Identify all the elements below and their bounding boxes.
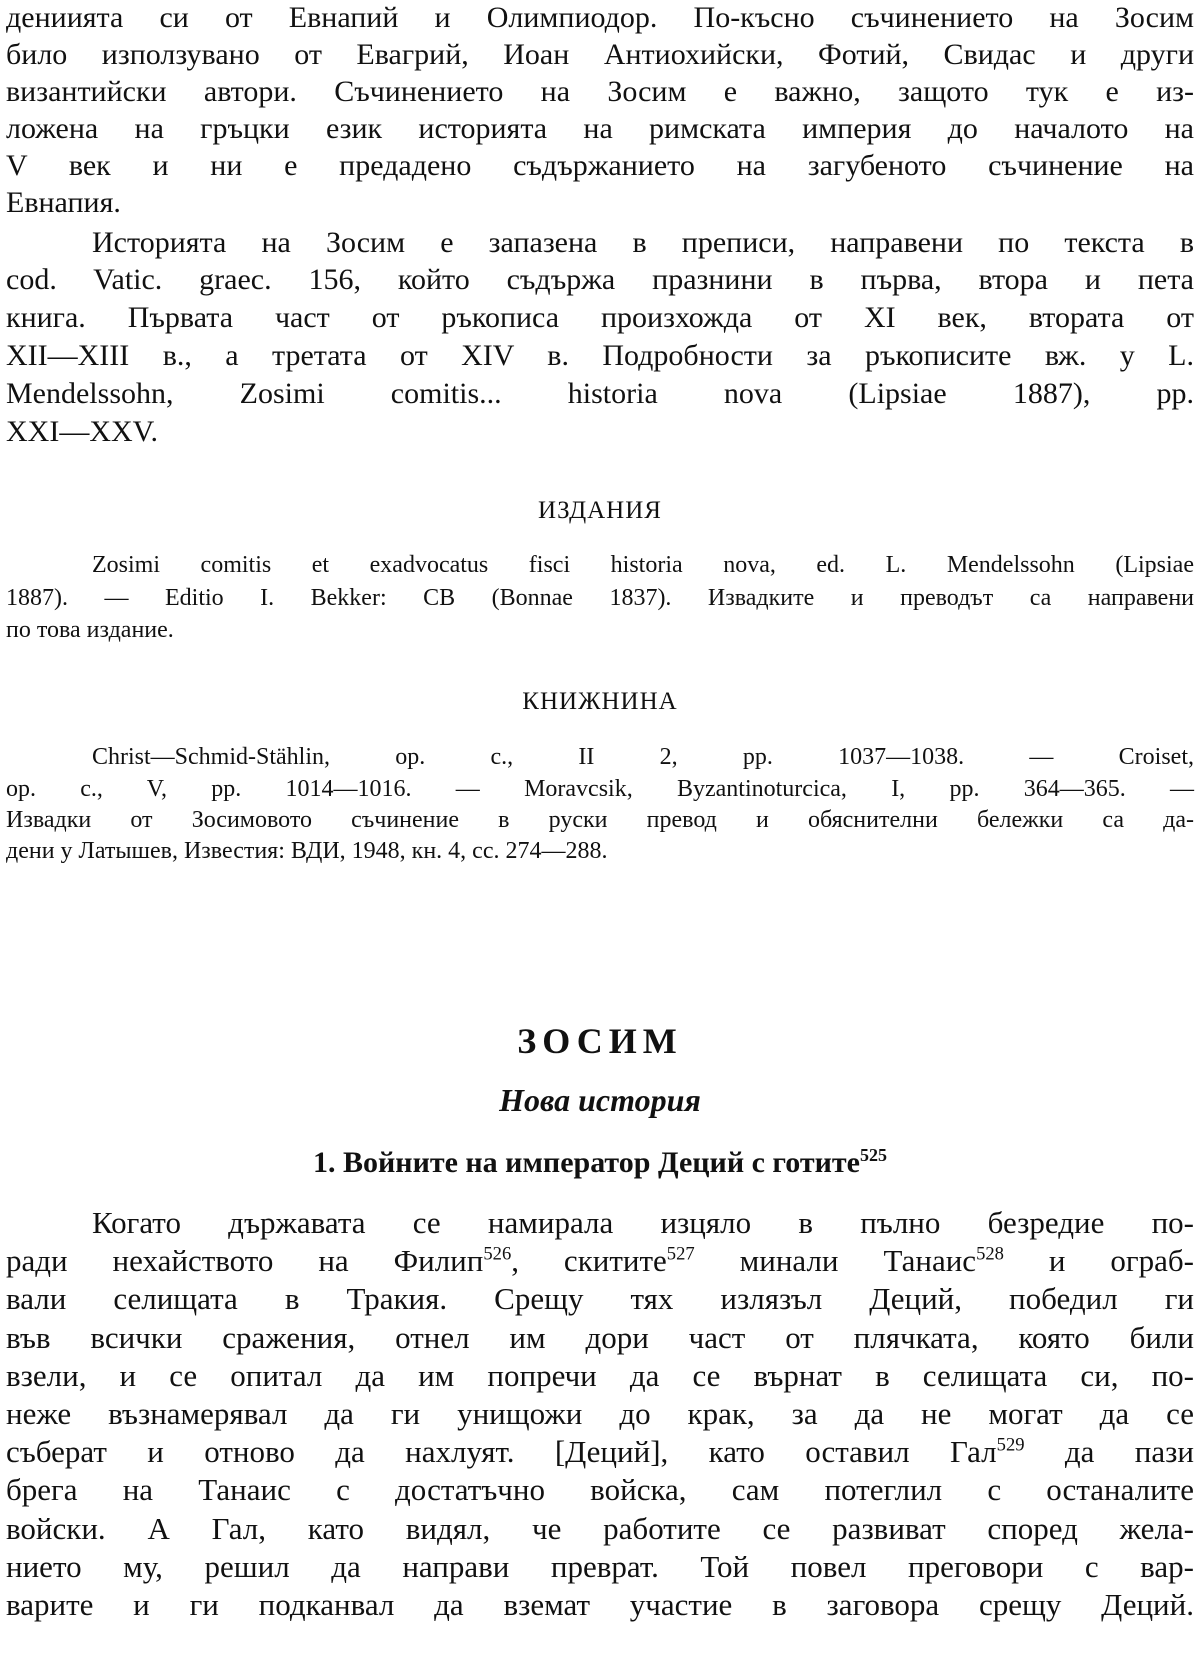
text-segment: Когато държавата се намирала изцяло в пълно безредие по- [92,1205,1194,1240]
text-line: византийски автори. Съчинението на Зосим е важно, защото тук е из- [6,75,1194,108]
text-line: Историята на Зосим е запазена в преписи, направени по текста в [92,226,1194,259]
text-line: Евнапия. [6,186,121,219]
text-line [6,1243,1194,1279]
text-line: Zosimi comitis et exadvocatus fisci historia nova, ed. L. Mendelssohn (Lipsiae [92,552,1194,578]
chapter-title [0,1146,1200,1180]
author-title: ЗОСИМ [517,1021,683,1061]
text-line: било използувано от Евагрий, Иоан Антиохийски, Фотий, Свидас и други [6,38,1194,71]
text-line: по това издание. [6,617,174,643]
text-line: XII—XIII в., а третата от XIV в. Подробности за ръкописите вж. у L. [6,339,1194,372]
text-line: ложена на гръцки език историята на римската империя до началото на [6,112,1194,145]
text-line: V век и ни е предадено съдържанието на загубеното съчинение на [6,149,1194,182]
text-line [6,1549,1194,1585]
text-line: XXI—XXV. [6,415,158,448]
text-line: cod. Vatic. graec. 156, който съдържа празнини в първа, втора и пета [6,263,1194,296]
text-line [6,1472,1194,1508]
text-segment: , скитите [511,1243,667,1279]
chapter-title-text: 1. Войните на император Деций с готите [312,1146,860,1179]
text-line: книга. Първата част от ръкописа произхожда от XI век, втората от [6,301,1194,334]
text-line: Mendelssohn, Zosimi comitis... historia nova (Lipsiae 1887), pp. [6,377,1194,410]
footnote-ref: 527 [666,1243,695,1265]
footnote-ref: 528 [976,1243,1004,1265]
text-segment: минали Танаис [694,1243,977,1279]
text-line [6,1396,1194,1432]
text-segment: във всички сражения, отнел им дори част от плячката, която били [6,1319,1194,1355]
text-segment: ради нехайството на Филип [6,1243,484,1279]
text-line [92,1205,1194,1241]
text-line [6,1281,1194,1317]
section-heading: ИЗДАНИЯ [538,497,662,524]
text-line: Извадки от Зосимовото съчинение в руски превод и обяснителни бележки са да- [6,807,1194,833]
text-segment: взели, и се опитал да им попречи да се върнат в селищата си, по- [6,1357,1194,1393]
text-line: Christ—Schmid-Stählin, op. c., II 2, pp. 1037—1038. — Croiset, [92,744,1194,770]
text-line: дени у Латышев, Известия: ВДИ, 1948, кн. 4, сс. 274—288. [6,838,608,864]
text-line [6,1358,1194,1394]
text-line [6,1511,1194,1547]
text-segment: варите и ги подканвал да вземат участие в заговора срещу Деций. [6,1587,1194,1622]
footnote-ref: 526 [483,1243,512,1265]
text-line [6,1434,1194,1470]
text-segment: да пази [1024,1434,1194,1470]
text-line: op. c., V, pp. 1014—1016. — Moravcsik, Byzantinoturcica, I, pp. 364—365. — [6,776,1194,802]
footnote-ref: 529 [996,1434,1025,1456]
text-line [6,1320,1194,1356]
text-segment: неже възнамерявал да ги унищожи до крак, за да не могат да се [6,1396,1194,1431]
text-line [6,1587,1194,1623]
text-segment: съберат и отново да нахлуят. [Деций], като оставил Гал [6,1434,997,1470]
section-heading: КНИЖНИНА [522,688,678,715]
text-line: 1887). — Editio I. Bekker: CB (Bonnae 1837). Извадките и преводът са направени [6,585,1194,611]
text-segment: нието му, решил да направи преврат. Той повел преговори с вар- [6,1548,1194,1584]
footnote-ref: 525 [860,1145,887,1165]
text-segment: вали селищата в Тракия. Срещу тях излязъл Деций, победил ги [6,1281,1194,1317]
text-segment: и ограб- [1003,1243,1194,1279]
text-segment: брега на Танаис с достатъчно войска, сам потеглил с останалите [6,1472,1194,1508]
work-title: Нова история [499,1082,701,1118]
text-segment: войски. А Гал, като видял, че работите се развиват според жела- [6,1510,1194,1546]
text-line: дениията си от Евнапий и Олимпиодор. По-късно съчинението на Зосим [6,1,1194,34]
